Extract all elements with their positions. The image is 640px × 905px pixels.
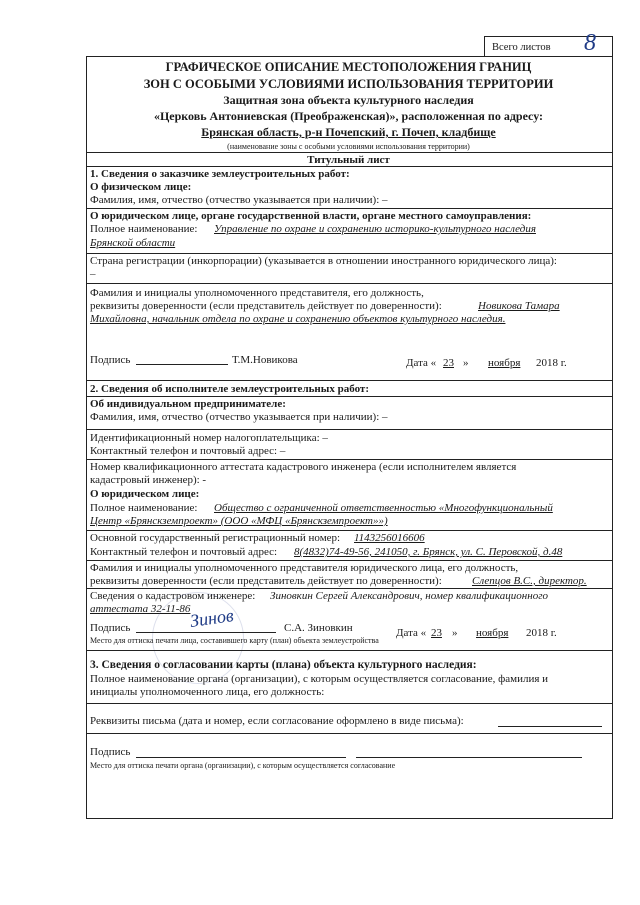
- s1-country-value: –: [90, 268, 96, 280]
- s3-sign-line-1: [136, 747, 346, 758]
- s2-date-month: ноября: [476, 627, 509, 639]
- s1-sign-name: Т.М.Новикова: [232, 354, 298, 366]
- s1-person-name: Фамилия, имя, отчество (отчество указывается при наличии): –: [90, 194, 388, 206]
- s1-sign-line: [136, 354, 228, 365]
- title-note: (наименование зоны с особыми условиями использования территории): [227, 142, 470, 151]
- divider-s2-cert: [86, 459, 612, 460]
- sheets-count-value: 8: [584, 30, 596, 56]
- s2-org-heading: О юридическом лице:: [90, 488, 200, 500]
- s2-stamp-note: Место для оттиска печати лица, составившего карту (план) объекта землеустройства: [90, 636, 379, 645]
- s1-rep-value-2: Михайловна, начальник отдела по охране и сохранению объектов культурного наследия.: [90, 313, 506, 325]
- s2-cert-2: кадастровый инженер): -: [90, 474, 207, 486]
- divider-s3-letter: [86, 703, 612, 704]
- s2-eng-value-2: аттестата 32-11-86: [90, 603, 191, 615]
- s1-full-name-value-1: Управление по охране и сохранению историко-культурного наследия: [214, 223, 536, 235]
- s1-sign-label: Подпись: [90, 354, 131, 366]
- s2-date-close: »: [452, 627, 458, 639]
- divider-s3: [86, 650, 612, 651]
- divider-s2-ip: [86, 396, 612, 397]
- title-line-2: ЗОН С ОСОБЫМИ УСЛОВИЯМИ ИСПОЛЬЗОВАНИЯ ТЕРРИТОРИИ: [143, 77, 554, 91]
- s3-full-name-2: инициалы уполномоченного лица, его должность:: [90, 686, 325, 698]
- s3-sign-line-2: [356, 747, 582, 758]
- divider-s1-country: [86, 253, 612, 254]
- s1-date-year: 2018 г.: [536, 357, 567, 369]
- s1-person-heading: О физическом лице:: [90, 181, 192, 193]
- s2-full-name-value-2: Центр «Брянскземпроект» (ООО «МФЦ «Брянскземпроект»»): [90, 515, 388, 527]
- s3-sign-label: Подпись: [90, 746, 131, 758]
- divider-s2: [86, 380, 612, 381]
- s2-ip-name: Фамилия, имя, отчество (отчество указывается при наличии): –: [90, 411, 388, 423]
- s1-rep-label-2: реквизиты доверенности (если представитель действует по доверенности):: [90, 300, 442, 312]
- s1-date-day: 23: [443, 357, 454, 369]
- s1-country-label: Страна регистрации (инкорпорации) (указывается в отношении иностранного юридического лица):: [90, 255, 557, 267]
- s2-eng-value-1: Зиновкин Сергей Александрович, номер квалификационного: [270, 590, 549, 602]
- divider-s1-rep: [86, 283, 612, 284]
- s2-contact-value: 8(4832)74-49-56, 241050, г. Брянск, ул. С. Перовской, д.48: [294, 546, 563, 558]
- divider-s2-ogrn: [86, 530, 612, 531]
- s1-date-close: »: [463, 357, 469, 369]
- divider-s3-sign: [86, 733, 612, 734]
- s2-sign-line: [136, 622, 276, 633]
- title-line-3: Защитная зона объекта культурного наследия: [223, 93, 474, 107]
- s1-org-heading: О юридическом лице, органе государственной власти, органе местного самоуправления:: [90, 210, 532, 222]
- handwritten-signature: Зинов: [188, 605, 235, 631]
- divider-s2-eng: [86, 588, 612, 589]
- s3-stamp-note: Место для оттиска печати органа (организации), с которым осуществляется согласование: [90, 761, 396, 770]
- divider-title-sheet-top: [86, 152, 612, 153]
- s2-rep-value: Слепцов В.С., директор.: [472, 575, 587, 587]
- s3-letter-label: Реквизиты письма (дата и номер, если согласование оформлено в виде письма):: [90, 715, 464, 727]
- divider-s2-rep: [86, 560, 612, 561]
- s2-contact: Контактный телефон и почтовый адрес: –: [90, 445, 286, 457]
- s2-date-label: Дата «: [396, 627, 427, 639]
- title-line-5: Брянская область, р-н Почепский, г. Почеп, кладбище: [201, 125, 496, 139]
- title-line-1: ГРАФИЧЕСКОЕ ОПИСАНИЕ МЕСТОПОЛОЖЕНИЯ ГРАНИЦ: [165, 60, 532, 74]
- s2-ogrn-label: Основной государственный регистрационный номер:: [90, 532, 341, 544]
- title-sheet-label: Титульный лист: [307, 154, 390, 166]
- s2-date-year: 2018 г.: [526, 627, 557, 639]
- s2-full-name-label: Полное наименование:: [90, 502, 198, 514]
- s2-ogrn-value: 1143256016606: [354, 532, 425, 544]
- divider-title-sheet-bottom: [86, 166, 612, 167]
- s1-date-label: Дата «: [406, 357, 437, 369]
- s2-full-name-value-1: Общество с ограниченной ответственностью «Многофункциональный: [214, 502, 553, 514]
- s2-inn: Идентификационный номер налогоплательщика: –: [90, 432, 328, 444]
- s2-date-day: 23: [431, 627, 442, 639]
- s2-contact-label: Контактный телефон и почтовый адрес:: [90, 546, 278, 558]
- s2-sign-label: Подпись: [90, 622, 131, 634]
- divider-s1-org: [86, 208, 612, 209]
- s1-full-name-value-2: Брянской области: [90, 237, 176, 249]
- s3-heading: 3. Сведения о согласовании карты (плана) объекта культурного наследия:: [90, 659, 477, 671]
- s2-rep-label-1: Фамилия и инициалы уполномоченного представителя юридического лица, его должность,: [90, 562, 519, 574]
- sheets-count-label: Всего листов: [492, 42, 551, 53]
- s2-eng-label: Сведения о кадастровом инженере:: [90, 590, 256, 602]
- s2-cert-1: Номер квалификационного аттестата кадастрового инженера (если исполнителем является: [90, 461, 517, 473]
- divider-s2-inn: [86, 429, 612, 430]
- s2-ip-heading: Об индивидуальном предпринимателе:: [90, 398, 286, 410]
- s1-date-month: ноября: [488, 357, 521, 369]
- s3-full-name-1: Полное наименование органа (организации), с которым осуществляется согласование, фамилия и: [90, 673, 549, 685]
- s1-full-name-label: Полное наименование:: [90, 223, 198, 235]
- s2-sign-name: С.А. Зиновкин: [284, 622, 353, 634]
- s1-heading: 1. Сведения о заказчике землеустроительных работ:: [90, 168, 350, 180]
- s3-letter-line: [498, 716, 602, 727]
- s2-heading: 2. Сведения об исполнителе землеустроительных работ:: [90, 383, 370, 395]
- title-line-4: «Церковь Антониевская (Преображенская)», расположенная по адресу:: [153, 109, 544, 123]
- s1-rep-value-1: Новикова Тамара: [478, 300, 560, 312]
- s1-rep-label-1: Фамилия и инициалы уполномоченного представителя, его должность,: [90, 287, 424, 299]
- s2-rep-label-2: реквизиты доверенности (если представитель действует по доверенности):: [90, 575, 442, 587]
